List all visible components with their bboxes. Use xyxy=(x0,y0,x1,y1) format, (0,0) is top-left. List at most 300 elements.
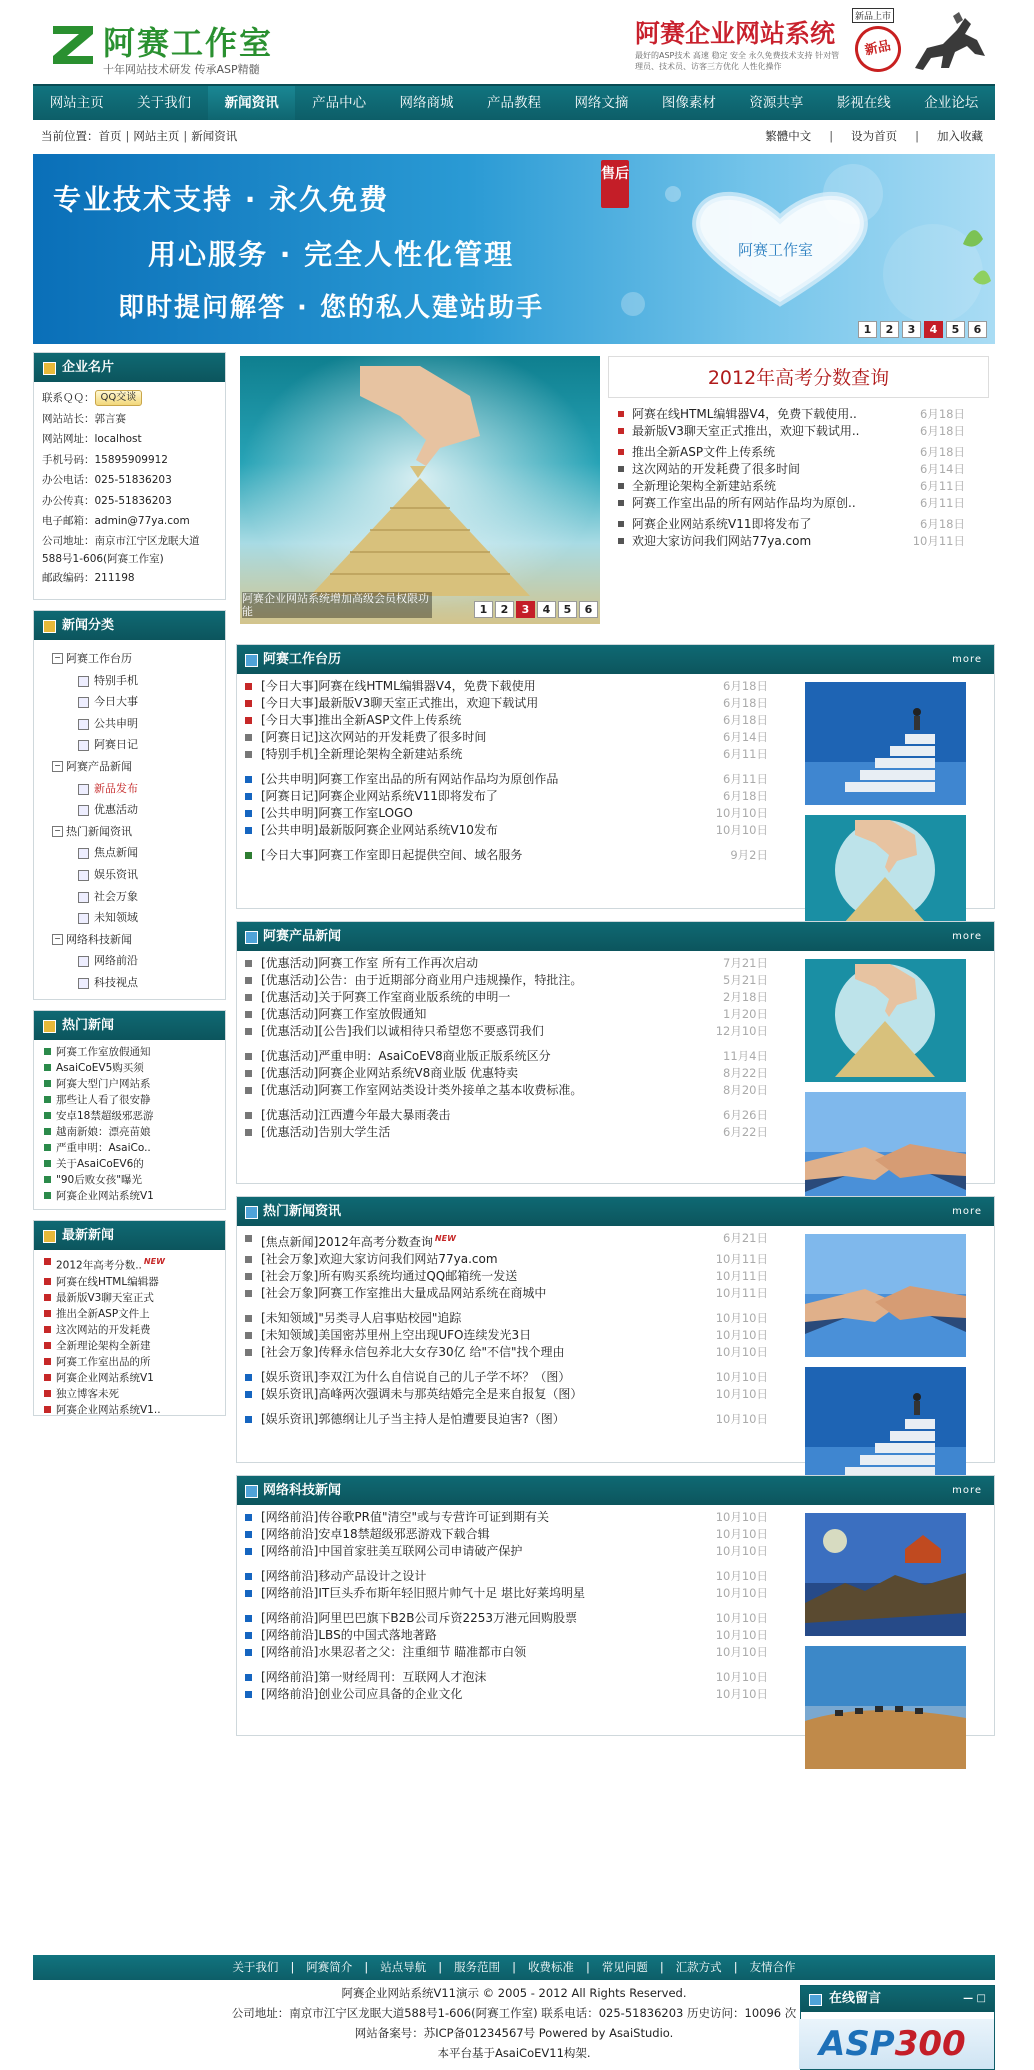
heart-cloud xyxy=(678,184,883,309)
news-thumbnail-stairs[interactable] xyxy=(805,682,966,805)
more-link[interactable]: more xyxy=(952,1206,982,1217)
breadcrumb-home-link[interactable]: 首页 xyxy=(98,129,122,143)
traditional-chinese-link[interactable]: 繁體中文 xyxy=(765,129,812,143)
exam-score-title[interactable]: 2012年高考分数查询 xyxy=(608,356,989,398)
widget-controls[interactable]: — □ xyxy=(963,1993,986,2004)
news-title[interactable]: 最新版V3聊天室正式推出，欢迎下载试用.. xyxy=(632,424,860,438)
news-date: 10月10日 xyxy=(715,1544,768,1558)
nav-item-shop[interactable]: 网络商城 xyxy=(399,95,454,111)
news-title[interactable]: [优惠活动]严重申明：AsaiCoEV8商业版正版系统区分 xyxy=(261,1049,551,1063)
news-date: 10月11日 xyxy=(715,1286,768,1300)
news-date: 6月22日 xyxy=(723,1125,768,1139)
latest-news-link[interactable]: 阿赛企业网站系统V1 xyxy=(56,1371,154,1384)
news-item[interactable] xyxy=(243,1065,788,1082)
exam-news-item[interactable] xyxy=(614,406,989,423)
news-slideshow[interactable] xyxy=(240,356,600,624)
news-title[interactable]: 欢迎大家访问我们网站77ya.com xyxy=(632,534,812,548)
news-item[interactable] xyxy=(243,1669,788,1686)
news-title[interactable]: [公共申明]阿赛工作室LOGO xyxy=(261,806,413,820)
news-list xyxy=(243,678,788,864)
latest-news-title: 最新新闻 xyxy=(34,1221,225,1250)
news-item[interactable] xyxy=(243,1543,788,1560)
news-date: 10月10日 xyxy=(715,1527,768,1541)
news-title[interactable]: [公共申明]阿赛工作室出品的所有网站作品均为原创作品 xyxy=(261,772,559,786)
news-date: 6月18日 xyxy=(920,407,965,421)
latest-news-item[interactable] xyxy=(44,1274,221,1290)
news-item[interactable] xyxy=(243,1023,788,1040)
news-item[interactable] xyxy=(243,1686,788,1703)
news-item[interactable] xyxy=(243,989,788,1006)
hot-news-item[interactable]: 越南新娘：漂亮苗娘 xyxy=(44,1124,221,1140)
news-date: 6月21日 xyxy=(723,1231,768,1245)
news-title[interactable]: [娱乐资讯]李双江为什么自信说自己的儿子学不坏？（图） xyxy=(261,1370,571,1384)
category-item[interactable]: 社会万象 xyxy=(52,886,225,908)
news-item[interactable] xyxy=(243,1526,788,1543)
list-gap xyxy=(243,1661,788,1669)
add-favorite-link[interactable]: 加入收藏 xyxy=(937,129,983,143)
news-date: 6月11日 xyxy=(723,772,768,786)
list-gap xyxy=(243,1361,788,1369)
footer-separator: | xyxy=(733,1960,738,1974)
banner-page-3[interactable]: 3 xyxy=(902,321,921,338)
hot-news-item[interactable]: "90后败女孩"曝光 xyxy=(44,1172,221,1188)
footer-separator: | xyxy=(438,1960,443,1974)
latest-news-link[interactable]: 全新理论架构全新建 xyxy=(56,1339,151,1352)
banner-page-2[interactable]: 2 xyxy=(880,321,899,338)
news-title[interactable]: [优惠活动]公告：由于近期部分商业用户违规操作，特批注。 xyxy=(261,973,583,987)
more-link[interactable]: more xyxy=(952,1485,982,1496)
news-section-title[interactable]: 阿赛工作台历 xyxy=(263,652,342,667)
breadcrumb-site-link[interactable]: 网站主页 xyxy=(133,129,180,143)
banner-page-5[interactable]: 5 xyxy=(946,321,965,338)
breadcrumb-current: 新闻资讯 xyxy=(191,129,238,143)
news-title[interactable]: [社会万象]传释永信包养北大女存30亿 给"不信"找个理由 xyxy=(261,1345,565,1359)
news-item[interactable] xyxy=(243,955,788,972)
news-title[interactable]: [今日大事]推出全新ASP文件上传系统 xyxy=(261,713,462,727)
footer-separator: | xyxy=(364,1960,369,1974)
news-thumbnails xyxy=(805,959,966,1225)
news-title[interactable]: [网络前沿]移动产品设计之设计 xyxy=(261,1569,427,1583)
footer-separator: | xyxy=(290,1960,295,1974)
news-section xyxy=(236,1475,995,1736)
slide-page-3[interactable]: 3 xyxy=(516,601,535,618)
latest-news-link[interactable]: 阿赛企业网站系统V1.. xyxy=(56,1403,161,1416)
banner-line-3: 即时提问解答 · 您的私人建站助手 xyxy=(118,293,544,323)
news-date: 10月10日 xyxy=(715,1628,768,1642)
nav-item-images[interactable]: 图像素材 xyxy=(661,95,716,111)
exam-news-item[interactable] xyxy=(614,516,989,533)
category-item[interactable]: 娱乐资讯 xyxy=(52,864,225,886)
category-tree xyxy=(34,640,225,1002)
exam-news-item[interactable] xyxy=(614,461,989,478)
sidebar xyxy=(33,352,226,1426)
news-title[interactable]: [网络前沿]中国首家驻美互联网公司申请破产保护 xyxy=(261,1544,523,1558)
news-item[interactable] xyxy=(243,1411,788,1428)
latest-news-item[interactable] xyxy=(44,1386,221,1402)
news-date: 7月21日 xyxy=(723,956,768,970)
news-item[interactable] xyxy=(243,1251,788,1268)
news-item[interactable] xyxy=(243,695,788,712)
news-thumbnail-pyramid[interactable] xyxy=(805,959,966,1082)
news-title[interactable]: 这次网站的开发耗费了很多时间 xyxy=(632,462,801,476)
category-item[interactable]: 阿赛日记 xyxy=(52,734,225,756)
news-section xyxy=(236,921,995,1184)
banner-page-4[interactable]: 4 xyxy=(924,321,943,338)
news-date: 10月10日 xyxy=(715,1569,768,1583)
news-title[interactable]: 推出全新ASP文件上传系统 xyxy=(632,445,776,459)
hot-news-item[interactable]: 阿赛企业网站系统V1 xyxy=(44,1188,221,1204)
hot-news-item[interactable]: 安卓18禁超级邪恶游 xyxy=(44,1108,221,1124)
news-title[interactable]: 阿赛工作室出品的所有网站作品均为原创.. xyxy=(632,496,856,510)
latest-news-link[interactable]: 2012年高考分数.. xyxy=(56,1259,142,1272)
hot-news-item[interactable]: AsaiCoEV5购买须 xyxy=(44,1060,221,1076)
card-field-label: 电子邮箱： xyxy=(42,515,95,527)
online-message-widget[interactable] xyxy=(800,1985,995,2070)
news-item[interactable] xyxy=(243,729,788,746)
footer-address: 公司地址：南京市江宁区龙眠大道588号1-606(阿赛工作室) 联系电话：025-51836203 历史访问：10096 次 xyxy=(231,2006,797,2020)
news-section-title[interactable]: 网络科技新闻 xyxy=(263,1483,342,1498)
news-item[interactable] xyxy=(243,746,788,763)
footer-nav xyxy=(33,1955,995,1980)
category-item[interactable]: 公共申明 xyxy=(52,713,225,735)
new-product-badge: 新品上市 xyxy=(852,8,894,23)
footer-nav-link[interactable]: 关于我们 xyxy=(232,1960,279,1974)
news-title[interactable]: [社会万象]欢迎大家访问我们网站77ya.com xyxy=(261,1252,498,1266)
list-gap xyxy=(243,839,788,847)
news-section-header xyxy=(237,1197,994,1226)
card-field-label: 公司地址： xyxy=(42,534,95,547)
news-item[interactable] xyxy=(243,1585,788,1602)
news-item[interactable] xyxy=(243,678,788,695)
news-title[interactable]: [网络前沿]传谷歌PR值"清空"或与专营许可证到期有关 xyxy=(261,1510,549,1524)
news-title[interactable]: [网络前沿]阿里巴巴旗下B2B公司斥资2253万港元回购股票 xyxy=(261,1611,578,1625)
header-ad-banner[interactable] xyxy=(635,8,995,78)
card-address: 南京市江宁区龙眠大道588号1-606(阿赛工作室) xyxy=(42,534,200,565)
slide-page-2[interactable]: 2 xyxy=(495,601,514,618)
news-section-body xyxy=(237,1226,994,1462)
news-date: 6月18日 xyxy=(920,517,965,531)
news-date: 10月10日 xyxy=(715,1586,768,1600)
watermark-logo xyxy=(799,2019,994,2069)
news-date: 10月10日 xyxy=(715,1412,768,1426)
news-title[interactable]: [今日大事]阿赛在线HTML编辑器V4，免费下载使用 xyxy=(261,679,536,693)
nav-item-video[interactable]: 影视在线 xyxy=(836,95,891,111)
category-item[interactable]: 科技视点 xyxy=(52,972,225,994)
news-item[interactable] xyxy=(243,1644,788,1661)
card-field-value: 郭言赛 xyxy=(94,412,126,425)
news-date: 10月10日 xyxy=(715,1510,768,1524)
company-card xyxy=(33,352,226,600)
hot-news-item[interactable]: 那些让人看了很安静 xyxy=(44,1092,221,1108)
news-item[interactable] xyxy=(243,1082,788,1099)
latest-news-item[interactable] xyxy=(44,1370,221,1386)
news-item[interactable] xyxy=(243,712,788,729)
list-gap xyxy=(243,1560,788,1568)
news-title[interactable]: [优惠活动]阿赛工作室放假通知 xyxy=(261,1007,427,1021)
news-title[interactable]: [娱乐资讯]郭德纲让儿子当主持人是怕遭要艮迫害?（图） xyxy=(261,1412,565,1426)
news-section xyxy=(236,644,995,909)
card-field-label: 手机号码： xyxy=(42,453,95,466)
exam-news-item[interactable] xyxy=(614,478,989,495)
hot-news-item[interactable]: 阿赛大型门户网站系 xyxy=(44,1076,221,1092)
category-group[interactable]: − 热门新闻资讯 xyxy=(52,821,225,843)
news-thumbnail-stairs[interactable] xyxy=(805,1367,966,1490)
latest-news-item[interactable] xyxy=(44,1306,221,1322)
news-title[interactable]: 阿赛企业网站系统V11即将发布了 xyxy=(632,517,812,531)
banner-page-6[interactable]: 6 xyxy=(968,321,987,338)
news-item[interactable] xyxy=(243,1285,788,1302)
latest-news-list xyxy=(34,1250,225,1426)
category-item[interactable]: 网络前沿 xyxy=(52,950,225,972)
latest-news-link[interactable]: 阿赛工作室出品的所 xyxy=(56,1355,151,1368)
news-date: 8月20日 xyxy=(723,1083,768,1097)
footer-nav-link[interactable]: 服务范围 xyxy=(454,1960,501,1974)
news-item[interactable] xyxy=(243,771,788,788)
news-item[interactable] xyxy=(243,1230,788,1251)
news-thumbnail-handshake[interactable] xyxy=(805,1234,966,1357)
news-categories-title: 新闻分类 xyxy=(34,611,225,640)
news-item[interactable] xyxy=(243,1610,788,1627)
latest-news-link[interactable]: 阿赛在线HTML编辑器 xyxy=(56,1275,159,1288)
site-header xyxy=(33,8,995,80)
news-item[interactable] xyxy=(243,1509,788,1526)
card-field-label: 网站网址： xyxy=(42,433,95,445)
site-logo[interactable] xyxy=(53,18,323,76)
news-item[interactable] xyxy=(243,1006,788,1023)
news-title[interactable]: [今日大事]阿赛工作室即日起提供空间、域名服务 xyxy=(261,848,523,862)
news-thumbnail-wall[interactable] xyxy=(805,1513,966,1636)
breadcrumb: 当前位置：首页 | 网站主页 | 新闻资讯 繁體中文 | 设为首页 | 加入收藏 xyxy=(33,125,995,147)
latest-news-item[interactable] xyxy=(44,1322,221,1338)
news-title[interactable]: [社会万象]阿赛工作室推出大量成品网站系统在商城中 xyxy=(261,1286,547,1300)
nav-item-digest[interactable]: 网络文摘 xyxy=(574,95,629,111)
card-field-value: 211198 xyxy=(94,571,135,584)
news-item[interactable] xyxy=(243,1124,788,1141)
category-item[interactable]: 未知领域 xyxy=(52,907,225,929)
news-title[interactable]: [优惠活动]告别大学生活 xyxy=(261,1125,391,1139)
category-item[interactable]: 新品发布 xyxy=(52,778,225,800)
banner-pagination xyxy=(858,321,987,338)
news-date: 1月20日 xyxy=(723,1007,768,1021)
card-field-label: 邮政编码： xyxy=(42,571,95,584)
slide-page-6[interactable]: 6 xyxy=(579,601,598,618)
news-date: 10月10日 xyxy=(715,1345,768,1359)
latest-news-link[interactable]: 推出全新ASP文件上 xyxy=(56,1307,150,1320)
nav-item-products[interactable]: 产品中心 xyxy=(312,95,367,111)
list-gap xyxy=(243,1602,788,1610)
news-title[interactable]: [优惠活动]关于阿赛工作室商业版系统的申明一 xyxy=(261,990,511,1004)
news-title[interactable]: 全新理论架构全新建站系统 xyxy=(632,479,777,493)
footer-nav-link[interactable]: 收费标准 xyxy=(527,1960,574,1974)
news-section-title[interactable]: 阿赛产品新闻 xyxy=(263,929,342,944)
latest-news-item[interactable] xyxy=(44,1254,221,1274)
news-title[interactable]: [优惠活动]阿赛工作室网站类设计类外接单之基本收费标准。 xyxy=(261,1083,583,1097)
hot-news-box xyxy=(33,1010,226,1210)
set-homepage-link[interactable]: 设为首页 xyxy=(851,129,898,143)
category-group[interactable]: − 阿赛产品新闻 xyxy=(52,756,225,778)
news-section-title[interactable]: 热门新闻资讯 xyxy=(263,1204,342,1219)
news-title[interactable]: [优惠活动]江西遭今年最大暴雨袭击 xyxy=(261,1108,451,1122)
latest-news-item[interactable] xyxy=(44,1290,221,1306)
header-ad-title: 阿赛企业网站系统 xyxy=(635,19,836,48)
news-thumbnail-pyramid[interactable] xyxy=(805,815,966,938)
news-section xyxy=(236,1196,995,1463)
news-item[interactable] xyxy=(243,1327,788,1344)
news-item[interactable] xyxy=(243,788,788,805)
latest-news-link[interactable]: 独立博客未死 xyxy=(56,1387,119,1400)
news-list xyxy=(243,955,788,1141)
latest-news-item[interactable] xyxy=(44,1402,221,1418)
news-date: 10月11日 xyxy=(912,534,965,548)
footer-nav-link[interactable]: 常见问题 xyxy=(601,1960,648,1974)
company-card-title: 企业名片 xyxy=(34,353,225,382)
news-date: 10月11日 xyxy=(715,1269,768,1283)
nav-item-resources[interactable]: 资源共享 xyxy=(749,95,804,111)
main-nav xyxy=(33,84,995,120)
news-title[interactable]: [优惠活动][公告]我们以诚相待只希望您不要惑罚我们 xyxy=(261,1024,544,1038)
more-link[interactable]: more xyxy=(952,931,982,942)
news-title[interactable]: [今日大事]最新版V3聊天室正式推出，欢迎下载试用 xyxy=(261,696,539,710)
nav-item-home[interactable]: 网站主页 xyxy=(49,95,104,111)
news-title[interactable]: [网络前沿]IT巨头乔布斯年轻旧照片帅气十足 堪比好莱坞明星 xyxy=(261,1586,586,1600)
hero-banner[interactable] xyxy=(33,154,995,344)
news-title[interactable]: [社会万象]所有购买系统均通过QQ邮箱统一发送 xyxy=(261,1269,518,1283)
news-item[interactable] xyxy=(243,1310,788,1327)
footer-platform: 本平台基于AsaiCoEV11构架. xyxy=(437,2046,591,2060)
news-item[interactable] xyxy=(243,972,788,989)
news-item[interactable] xyxy=(243,1369,788,1386)
list-gap xyxy=(243,1403,788,1411)
hot-news-item[interactable]: 严重申明：AsaiCo.. xyxy=(44,1140,221,1156)
breadcrumb-label: 当前位置： xyxy=(41,129,99,143)
news-title[interactable]: [网络前沿]创业公司应具备的企业文化 xyxy=(261,1687,463,1701)
banner-page-1[interactable]: 1 xyxy=(858,321,877,338)
news-date: 6月14日 xyxy=(723,730,768,744)
news-date: 10月10日 xyxy=(715,1645,768,1659)
card-field-value: 15895909912 xyxy=(94,453,168,466)
latest-news-item[interactable] xyxy=(44,1338,221,1354)
hot-news-item[interactable]: 阿赛工作室放假通知 xyxy=(44,1044,221,1060)
category-item[interactable]: 特别手机 xyxy=(52,670,225,692)
news-date: 10月10日 xyxy=(715,823,768,837)
card-field-label: 网站站长： xyxy=(42,412,95,425)
news-item[interactable] xyxy=(243,1344,788,1361)
news-date: 10月10日 xyxy=(715,1670,768,1684)
news-date: 11月4日 xyxy=(723,1049,768,1063)
news-date: 6月14日 xyxy=(920,462,965,476)
list-gap xyxy=(243,1040,788,1048)
category-item[interactable]: 今日大事 xyxy=(52,691,225,713)
news-section-header xyxy=(237,922,994,951)
news-section-body xyxy=(237,674,994,908)
latest-news-item[interactable] xyxy=(44,1354,221,1370)
footer-nav-link[interactable]: 站点导航 xyxy=(380,1960,427,1974)
footer-nav-link[interactable]: 友情合作 xyxy=(749,1960,796,1974)
news-title[interactable]: [未知领域]"另类寻人启事贴校园"追踪 xyxy=(261,1311,462,1325)
card-field-value: 025-51836203 xyxy=(94,474,172,486)
category-group[interactable]: − 网络科技新闻 xyxy=(52,929,225,951)
news-item[interactable] xyxy=(243,1268,788,1285)
footer-nav-link[interactable]: 阿赛简介 xyxy=(306,1960,353,1974)
news-item[interactable] xyxy=(243,1107,788,1124)
news-item[interactable] xyxy=(243,805,788,822)
exam-news-item[interactable] xyxy=(614,423,989,440)
qq-chat-button[interactable]: QQ交谈 xyxy=(95,390,143,406)
exam-news-item[interactable] xyxy=(614,495,989,512)
slideshow-caption[interactable]: 阿赛企业网站系统增加高级会员权限功能 xyxy=(242,592,432,618)
news-title[interactable]: [阿赛日记]阿赛企业网站系统V11即将发布了 xyxy=(261,789,498,803)
slide-page-1[interactable]: 1 xyxy=(474,601,493,618)
nav-item-about[interactable]: 关于我们 xyxy=(137,95,192,111)
news-date: 6月18日 xyxy=(723,713,768,727)
news-title[interactable]: [网络前沿]第一财经周刊：互联网人才泡沫 xyxy=(261,1670,487,1684)
news-title[interactable]: [娱乐资讯]高峰两次强调未与那英结婚完全是来自报复（图） xyxy=(261,1387,583,1401)
latest-news-link[interactable]: 这次网站的开发耗费 xyxy=(56,1323,151,1336)
category-group[interactable]: − 阿赛工作台历 xyxy=(52,648,225,670)
news-title[interactable]: [优惠活动]阿赛工作室 所有工作再次启动 xyxy=(261,956,479,970)
news-date: 10月10日 xyxy=(715,1387,768,1401)
footer-copyright: 阿赛企业网站系统V11演示 © 2005 - 2012 All Rights Reserved. xyxy=(341,1986,687,2000)
news-item[interactable] xyxy=(243,1386,788,1403)
news-section-header xyxy=(237,645,994,674)
news-title[interactable]: [未知领域]美国密苏里州上空出现UFO连续发光3日 xyxy=(261,1328,532,1342)
news-title[interactable]: [网络前沿]LBS的中国式落地著路 xyxy=(261,1628,437,1642)
news-date: 6月18日 xyxy=(723,789,768,803)
news-title[interactable]: [焦点新闻]2012年高考分数查询 xyxy=(261,1235,433,1249)
news-title[interactable]: [网络前沿]安卓18禁超级邪恶游戏下载合辑 xyxy=(261,1527,490,1541)
news-item[interactable] xyxy=(243,1048,788,1065)
news-thumbnail-desert[interactable] xyxy=(805,1646,966,1769)
footer-separator: | xyxy=(659,1960,664,1974)
news-item[interactable] xyxy=(243,847,788,864)
more-link[interactable]: more xyxy=(952,654,982,665)
exam-news-item[interactable] xyxy=(614,444,989,461)
news-date: 6月18日 xyxy=(723,679,768,693)
news-title[interactable]: [特别手机]全新理论架构全新建站系统 xyxy=(261,747,463,761)
news-list xyxy=(243,1230,788,1428)
slide-page-4[interactable]: 4 xyxy=(537,601,556,618)
list-gap xyxy=(243,763,788,771)
news-title[interactable]: 阿赛在线HTML编辑器V4，免费下载使用.. xyxy=(632,407,857,421)
news-title[interactable]: [网络前沿]水果忍者之父：注重细节 瞄准都市白领 xyxy=(261,1645,527,1659)
slide-page-5[interactable]: 5 xyxy=(558,601,577,618)
category-item[interactable]: 优惠活动 xyxy=(52,799,225,821)
header-ad-desc: 最好的ASP技术 高速 稳定 安全 永久免费技术支持 针对管理员、技术员、访客三方优化 人性化操作 xyxy=(635,51,840,71)
news-item[interactable] xyxy=(243,1627,788,1644)
card-field-value[interactable]: localhost xyxy=(94,433,142,445)
hot-news-item[interactable]: 关于AsaiCoEV6的 xyxy=(44,1156,221,1172)
footer-nav-link[interactable]: 汇款方式 xyxy=(675,1960,722,1974)
category-item[interactable]: 焦点新闻 xyxy=(52,842,225,864)
nav-item-forum[interactable]: 企业论坛 xyxy=(924,95,979,111)
card-field-value[interactable]: admin@77ya.com xyxy=(94,515,190,527)
qq-label: 联系ＱＱ： xyxy=(42,392,95,404)
nav-item-news[interactable]: 新闻资讯 xyxy=(208,86,295,120)
exam-news-item[interactable] xyxy=(614,533,989,550)
exam-news-list xyxy=(608,398,989,550)
news-item[interactable] xyxy=(243,1568,788,1585)
news-title[interactable]: [公共申明]最新版阿赛企业网站系统V10发布 xyxy=(261,823,498,837)
nav-item-tutorials[interactable]: 产品教程 xyxy=(486,95,541,111)
news-title[interactable]: [阿赛日记]这次网站的开发耗费了很多时间 xyxy=(261,730,487,744)
news-thumbnails xyxy=(805,682,966,948)
latest-news-link[interactable]: 最新版V3聊天室正式 xyxy=(56,1291,154,1304)
news-title[interactable]: [优惠活动]阿赛企业网站系统V8商业版 优惠特卖 xyxy=(261,1066,519,1080)
news-date: 5月21日 xyxy=(723,973,768,987)
news-item[interactable] xyxy=(243,822,788,839)
news-date: 6月18日 xyxy=(723,696,768,710)
card-field-label: 办公传真： xyxy=(42,494,95,507)
